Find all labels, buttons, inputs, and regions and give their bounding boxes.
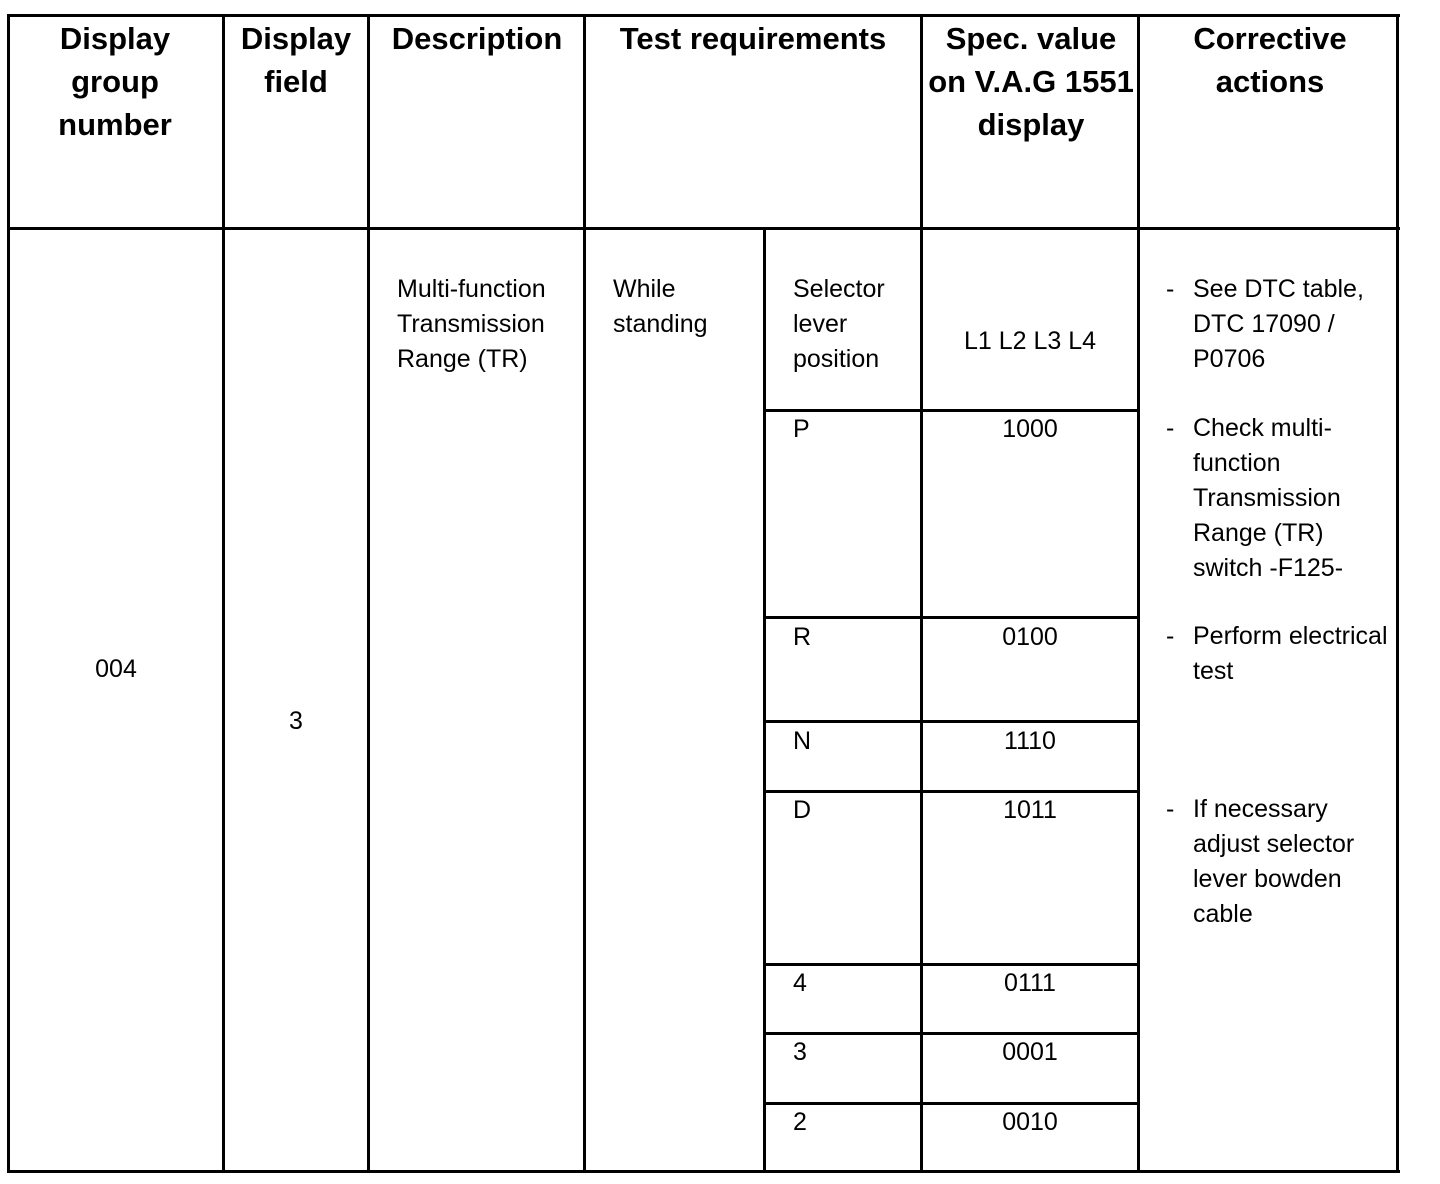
selector-position: R — [793, 623, 812, 651]
description-text: Multi-function Transmission Range (TR) — [397, 275, 546, 373]
selector-position: 4 — [793, 969, 807, 997]
spec-value: 0100 — [1002, 623, 1058, 651]
selector-lever-label: Selector lever position — [793, 275, 885, 373]
header-spec-value: Spec. value on V.A.G 1551 display — [928, 21, 1134, 142]
spec-value: 0010 — [1002, 1108, 1058, 1136]
table-left-border — [7, 14, 10, 1173]
header-description: Description — [391, 21, 563, 56]
selector-position: P — [793, 415, 810, 443]
display-group-number: 004 — [95, 655, 137, 683]
header-display-field: Display field — [240, 21, 352, 99]
col-divider-6 — [1137, 14, 1140, 1173]
table-right-border — [1396, 14, 1399, 1173]
spec-value: 0001 — [1002, 1038, 1058, 1066]
header-test-requirements: Test requirements — [619, 21, 887, 56]
selector-position: 2 — [793, 1108, 807, 1136]
display-field-number: 3 — [289, 707, 303, 735]
subrow-line-3 — [763, 720, 1140, 723]
selector-position: N — [793, 727, 812, 755]
col-divider-1 — [222, 14, 225, 1173]
bullet-dash: - — [1166, 622, 1175, 650]
spec-value: 1011 — [1003, 796, 1057, 824]
corrective-action-text: See DTC table, DTC 17090 / P0706 — [1193, 275, 1364, 373]
col-divider-2 — [367, 14, 370, 1173]
corrective-action-text: Perform electrical test — [1193, 622, 1388, 685]
corrective-action-text: If necessary adjust selector lever bowden cable — [1193, 795, 1355, 928]
bullet-dash: - — [1166, 795, 1175, 823]
bullet-dash: - — [1166, 414, 1175, 442]
test-condition: While standing — [613, 275, 708, 338]
col-divider-3 — [583, 14, 586, 1173]
selector-position: 3 — [793, 1038, 807, 1066]
table-bottom-border — [7, 1170, 1400, 1173]
header-corrective-actions: Corrective actions — [1193, 21, 1347, 99]
spec-value: 0111 — [1004, 969, 1056, 997]
spec-value: 1000 — [1002, 415, 1058, 443]
header-display-group-number: Display group number — [58, 21, 172, 142]
bullet-dash: - — [1166, 275, 1175, 303]
spec-value: 1110 — [1004, 727, 1056, 755]
header-bottom-border — [7, 227, 1400, 230]
selector-position: D — [793, 796, 812, 824]
corrective-action-text: Check multi-function Transmission Range (TR) switch -F125- — [1193, 414, 1344, 582]
subrow-line-2 — [763, 616, 1140, 619]
spec-column-label: L1 L2 L3 L4 — [963, 327, 1097, 355]
